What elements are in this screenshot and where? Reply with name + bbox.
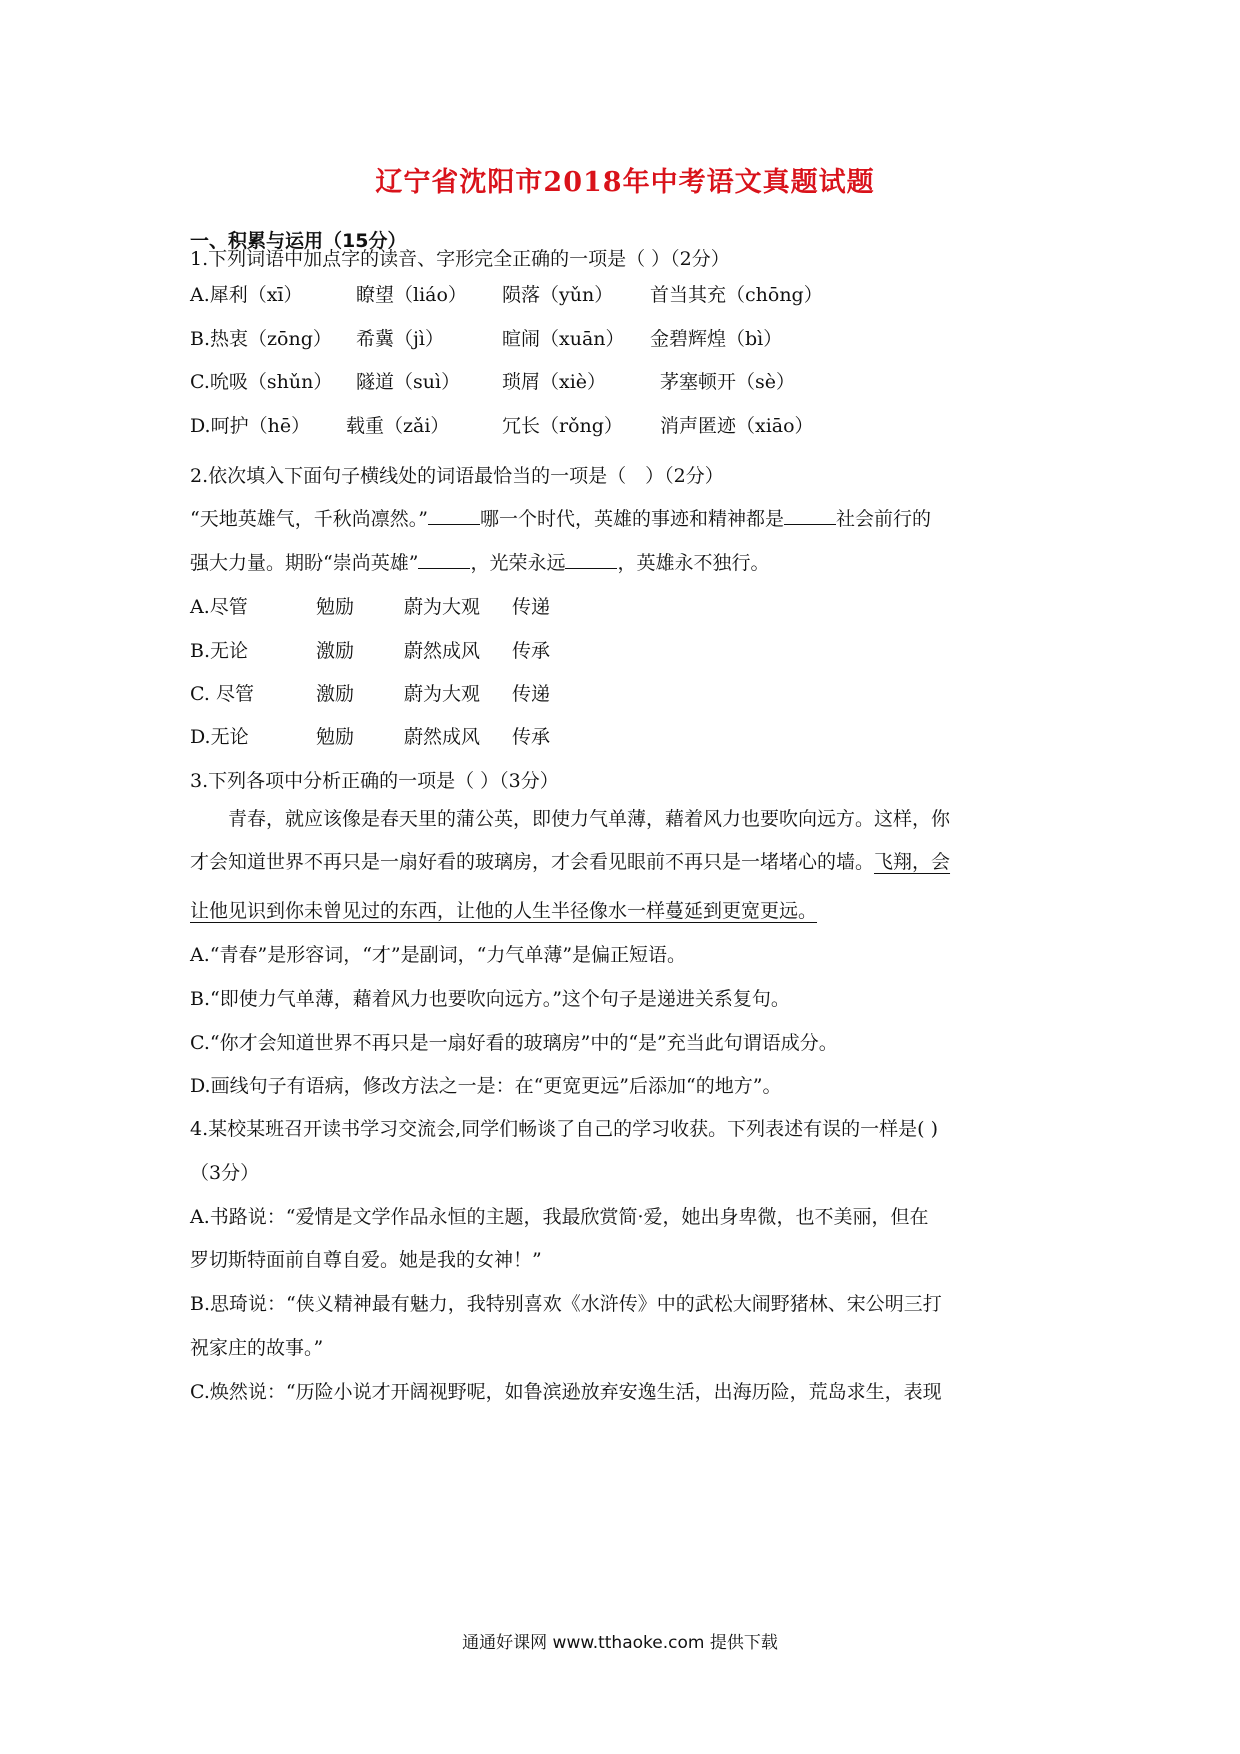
q3-passage-line-1: 青春，就应该像是春天里的蒲公英，即使力气单薄，藉着风力也要吹向远方。这样，你	[228, 808, 951, 830]
q2-text: ，光荣永远	[470, 552, 566, 574]
fill-blank	[418, 550, 470, 569]
q4-option-a-line-2: 罗切斯特面前自尊自爱。她是我的女神！”	[190, 1249, 542, 1271]
q1-b-2: 希冀（jì）	[356, 328, 444, 350]
q3-text: 才会知道世界不再只是一扇好看的玻璃房，才会看见眼前不再只是一堵堵心的墙。	[190, 851, 875, 873]
q2-c-3: 蔚为大观	[404, 683, 481, 705]
q2-a-2: 勉励	[316, 596, 355, 618]
q2-a-1: A.尽管	[190, 596, 248, 618]
document-page	[190, 0, 1060, 1754]
q1-d-4: 消声匿迹（xiāo）	[660, 415, 814, 437]
q2-passage-line-2	[190, 550, 769, 576]
q2-d-3: 蔚然成风	[404, 726, 481, 748]
q1-b-3: 暄闹（xuān）	[502, 328, 625, 350]
q2-b-4: 传承	[512, 640, 551, 662]
q2-quote: “天地英雄气，千秋尚凛然。”	[190, 508, 428, 530]
q2-text: 哪一个时代，英雄的事迹和精神都是	[479, 508, 784, 530]
q2-d-1: D.无论	[190, 726, 249, 748]
q3-passage-line-2	[190, 849, 950, 875]
q2-d-2: 勉励	[316, 726, 355, 748]
q2-a-3: 蔚为大观	[404, 596, 481, 618]
question-4-score: （3分）	[190, 1162, 260, 1184]
q1-d-3: 冗长（rǒng）	[502, 415, 623, 437]
q2-c-2: 激励	[316, 683, 355, 705]
q2-d-4: 传承	[512, 726, 551, 748]
q2-text: ，英雄永不独行。	[617, 552, 770, 574]
q3-underlined-text: 飞翔，会	[874, 851, 951, 873]
fill-blank	[565, 550, 617, 569]
question-4-stem: 4.某校某班召开读书学习交流会,同学们畅谈了自己的学习收获。下列表述有误的一样是( )	[190, 1118, 939, 1140]
q3-option-c: C.“你才会知道世界不再只是一扇好看的玻璃房”中的“是”充当此句谓语成分。	[190, 1032, 838, 1054]
q1-a-4: 首当其充（chōng）	[650, 284, 823, 306]
q1-c-1: C.吮吸（shǔn）	[190, 371, 333, 393]
q2-text: 强大力量。期盼“崇尚英雄”	[190, 552, 419, 574]
question-3-stem: 3.下列各项中分析正确的一项是（ ）（3分）	[190, 770, 559, 792]
q2-c-1: C. 尽管	[190, 683, 254, 705]
section-heading: 一、积累与运用（15分）	[190, 230, 407, 252]
question-2-stem: 2.依次填入下面句子横线处的词语最恰当的一项是（ ）（2分）	[190, 465, 724, 487]
q1-c-3: 琐屑（xiè）	[502, 371, 607, 393]
q1-d-2: 载重（zǎi）	[346, 415, 450, 437]
q2-text: 社会前行的	[835, 508, 931, 530]
q2-c-4: 传递	[512, 683, 551, 705]
q2-b-3: 蔚然成风	[404, 640, 481, 662]
q2-passage-line-1	[190, 506, 931, 532]
q4-option-c-line-1: C.焕然说：“历险小说才开阔视野呢，如鲁滨逊放弃安逸生活，出海历险，荒岛求生，表现	[190, 1381, 942, 1403]
q4-option-b-line-2: 祝家庄的故事。”	[190, 1337, 324, 1359]
q2-a-4: 传递	[512, 596, 551, 618]
fill-blank	[784, 506, 836, 525]
q2-b-2: 激励	[316, 640, 355, 662]
q1-d-1: D.呵护（hē）	[190, 415, 311, 437]
q1-a-1: A.犀利（xī）	[190, 284, 303, 306]
q4-option-a-line-1: A.书路说：“爱情是文学作品永恒的主题，我最欣赏简·爱，她出身卑微，也不美丽，但在	[190, 1206, 929, 1228]
q1-c-4: 茅塞顿开（sè）	[660, 371, 795, 393]
fill-blank	[428, 506, 480, 525]
question-1-stem: 1.下列词语中加点字的读音、字形完全正确的一项是（ ）（2分）	[190, 248, 730, 270]
q3-underlined-sentence: 让他见识到你未曾见过的东西，让他的人生半径像水一样蔓延到更宽更远。	[190, 900, 818, 922]
page-footer: 通通好课网 www.tthaoke.com 提供下载	[462, 1633, 778, 1653]
q4-option-b-line-1: B.思琦说：“侠义精神最有魅力，我特别喜欢《水浒传》中的武松大闹野猪林、宋公明三打	[190, 1293, 942, 1315]
q1-a-3: 陨落（yǔn）	[502, 284, 614, 306]
q3-option-d: D.画线句子有语病，修改方法之一是：在“更宽更远”后添加“的地方”。	[190, 1075, 782, 1097]
q2-b-1: B.无论	[190, 640, 249, 662]
page-title: 辽宁省沈阳市2018年中考语文真题试题	[375, 167, 875, 198]
q3-option-b: B.“即使力气单薄，藉着风力也要吹向远方。”这个句子是递进关系复句。	[190, 988, 790, 1010]
q1-b-1: B.热衷（zōng）	[190, 328, 332, 350]
q1-a-2: 瞭望（liáo）	[356, 284, 467, 306]
q3-option-a: A.“青春”是形容词，“才”是副词，“力气单薄”是偏正短语。	[190, 944, 687, 966]
q1-c-2: 隧道（suì）	[356, 371, 461, 393]
q1-b-4: 金碧辉煌（bì）	[650, 328, 783, 350]
